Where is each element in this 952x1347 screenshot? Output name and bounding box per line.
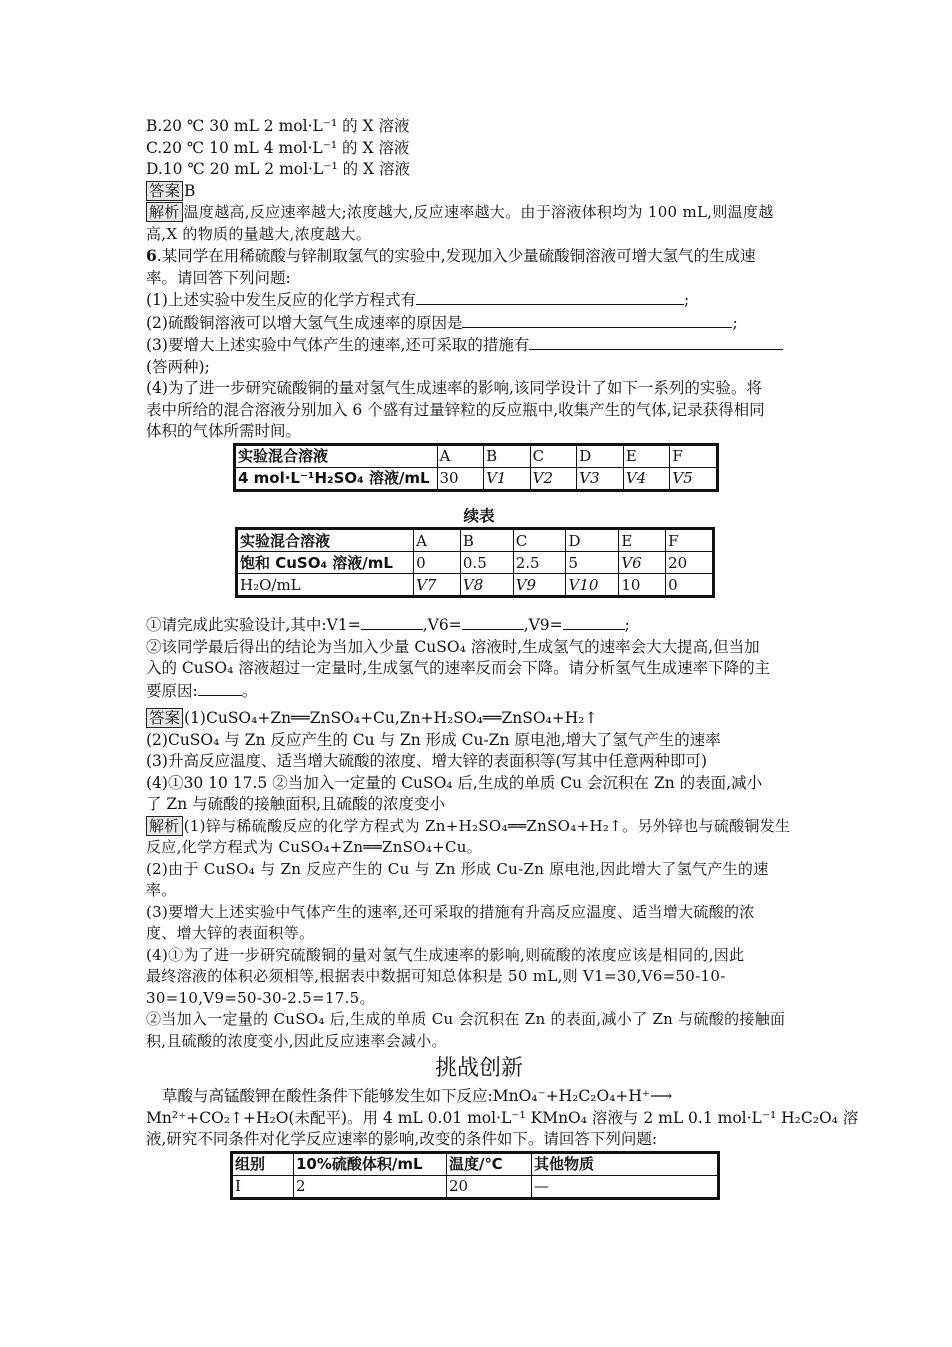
- document-page: [146, 116, 859, 1200]
- q5-analysis-1: 温度越高,反应速率越大;浓度越大,反应速率越大。由于溶液体积均为 100 mL,则温度越: [183, 203, 774, 221]
- q6-sub1: (1)上述实验中发生反应的化学方程式有: [146, 291, 416, 309]
- table-cell: —: [532, 1175, 719, 1198]
- table-cell: E: [619, 529, 666, 552]
- table-cell: V4: [623, 467, 670, 490]
- table-cell: V3: [577, 467, 624, 490]
- table-row: [237, 574, 714, 597]
- q6-exp-4b: 最终溶液的体积必须相等,根据表中数据可知总体积是 50 mL,则 V1=30,V6=50-10-: [146, 967, 726, 985]
- q6-exp-4c: 30=10,V9=50-30-2.5=17.5。: [146, 988, 375, 1007]
- table-cell: V5: [670, 467, 718, 490]
- table-cell: C: [530, 444, 577, 467]
- table-cell: D: [566, 529, 619, 552]
- q6-ans-1: (1)CuSO₄+Zn══ZnSO₄+Cu,Zn+H₂SO₄══ZnSO₄+H₂↑: [184, 709, 598, 727]
- q6-number: 6: [146, 246, 157, 265]
- table-cell: 实验混合溶液: [235, 444, 438, 467]
- table-cell: A: [414, 529, 461, 552]
- challenge-p1: 草酸与高锰酸钾在酸性条件下能够发生如下反应:MnO₄⁻+H₂C₂O₄+H⁺⟶: [162, 1087, 673, 1105]
- table-cell: 饱和 CuSO₄ 溶液/mL: [237, 552, 414, 574]
- q6-sub4-3: 体积的气体所需时间。: [146, 422, 302, 440]
- q6-exp-4e: 积,且硫酸的浓度变小,因此反应速率会减小。: [146, 1031, 447, 1050]
- table-cell: B: [484, 444, 531, 467]
- table-cell: 10: [619, 574, 666, 597]
- table-row: [235, 444, 718, 467]
- q6-sub3-tail: (答两种);: [146, 357, 210, 376]
- answer-tag: 答案: [146, 181, 183, 201]
- table-cell: C: [513, 529, 566, 552]
- table-cell: 0.5: [460, 552, 513, 574]
- table-cell: 其他物质: [532, 1152, 719, 1175]
- answer-blank-v1[interactable]: [361, 614, 423, 630]
- q6-4-1-c: ,V9=: [523, 616, 563, 634]
- q6-exp-1b: 反应,化学方程式为 CuSO₄+Zn══ZnSO₄+Cu。: [146, 838, 483, 856]
- q6-4-1-b: ,V6=: [422, 616, 462, 634]
- table-cell: A: [437, 444, 484, 467]
- q5-analysis-line-1: [146, 202, 812, 224]
- table-cell: B: [460, 529, 513, 552]
- q6-sub2-line: [146, 312, 812, 335]
- q6-4-1-line: [146, 614, 812, 637]
- table-cell: D: [577, 444, 624, 467]
- q6-answer-line-1: [146, 708, 812, 730]
- table-row: [237, 552, 714, 574]
- q6-exp-4a: (4)①为了进一步研究硫酸铜的量对氢气生成速率的影响,则硫酸的浓度应该是相同的,因此: [146, 945, 745, 964]
- table-cell: V7: [414, 574, 461, 597]
- q6-ans-3: (3)升高反应温度、适当增大硫酸的浓度、增大锌的表面积等(写其中任意两种即可): [146, 752, 708, 770]
- table-row: [235, 467, 718, 490]
- q6-ans-4-2: 了 Zn 与硫酸的接触面积,且硫酸的浓度变小: [146, 795, 446, 813]
- answer-blank-reason[interactable]: [198, 680, 242, 696]
- table-cell: H₂O/mL: [237, 574, 414, 597]
- q6-4-2-1: ②该同学最后得出的结论为当加入少量 CuSO₄ 溶液时,生成氢气的速率会大大提高,但当加: [146, 637, 760, 656]
- table-cell: V2: [530, 467, 577, 490]
- table-cell: 5: [566, 552, 619, 574]
- table-cell: V1: [484, 467, 531, 490]
- table-cell: 20: [447, 1175, 532, 1198]
- table-cell: 组别: [232, 1152, 294, 1175]
- challenge-p2: Mn²⁺+CO₂↑+H₂O(未配平)。用 4 mL 0.01 mol·L⁻¹ KMnO₄ 溶液与 2 mL 0.1 mol·L⁻¹ H₂C₂O₄ 溶: [146, 1108, 859, 1127]
- table-cell: V9: [513, 574, 566, 597]
- challenge-p3: 液,研究不同条件对化学反应速率的影响,改变的条件如下。请回答下列问题:: [146, 1130, 658, 1148]
- table-cell: 0: [666, 574, 714, 597]
- table-cell: 温度/℃: [447, 1152, 532, 1175]
- table-cell: 30: [437, 467, 484, 490]
- q6-exp-2b: 率。: [146, 881, 177, 899]
- q6-sub4-1: (4)为了进一步研究硫酸铜的量对氢气生成速率的影响,该同学设计了如下一系列的实验。将: [146, 379, 762, 397]
- answer-blank-3[interactable]: [529, 334, 783, 350]
- q6-sub2-end: ;: [732, 313, 738, 332]
- table-cell: 2: [294, 1175, 447, 1198]
- q6-exp-1a: (1)锌与稀硫酸反应的化学方程式为 Zn+H₂SO₄══ZnSO₄+H₂↑。另外锌也与硫酸铜发生: [183, 816, 791, 835]
- answer-blank-2[interactable]: [462, 312, 732, 328]
- table-cell: V10: [566, 574, 619, 597]
- option-b: B.20 ℃ 30 mL 2 mol·L⁻¹ 的 X 溶液: [146, 117, 410, 135]
- answer-tag: 答案: [146, 708, 183, 728]
- table-cell: V6: [619, 552, 666, 574]
- q6-stem-1: .某同学在用稀硫酸与锌制取氢气的实验中,发现加入少量硫酸铜溶液可增大氢气的生成速: [156, 247, 756, 265]
- q5-analysis-2: 高,X 的物质的量越大,浓度越大。: [146, 224, 372, 243]
- q6-ans-4-1: (4)①30 10 17.5 ②当加入一定量的 CuSO₄ 后,生成的单质 Cu 会沉积在 Zn 的表面,减小: [146, 773, 763, 792]
- answer-blank-v9[interactable]: [563, 614, 625, 630]
- q6-exp-3a: (3)要增大上述实验中气体产生的速率,还可采取的措施有升高反应温度、适当增大硫酸的浓: [146, 902, 755, 921]
- q6-4-1-end: ;: [624, 616, 630, 634]
- table-cell: Ⅰ: [232, 1175, 294, 1198]
- q6-stem-2: 率。请回答下列问题:: [146, 268, 291, 287]
- table-cell: 4 mol·L⁻¹H₂SO₄ 溶液/mL: [235, 467, 438, 490]
- q6-sub3: (3)要增大上述实验中气体产生的速率,还可采取的措施有: [146, 336, 530, 354]
- table-cell: E: [623, 444, 670, 467]
- table-cell: F: [670, 444, 718, 467]
- analysis-tag: 解析: [146, 816, 183, 836]
- table-row: [232, 1175, 719, 1198]
- q6-exp-4d: ②当加入一定量的 CuSO₄ 后,生成的单质 Cu 会沉积在 Zn 的表面,减小了 Zn 与硫酸的接触面: [146, 1010, 786, 1028]
- continued-caption: 续表: [463, 506, 495, 525]
- q6-exp-2a: (2)由于 CuSO₄ 与 Zn 反应产生的 Cu 与 Zn 形成 Cu-Zn 原电池,因此增大了氢气产生的速: [146, 859, 769, 878]
- answer-blank-1[interactable]: [416, 289, 684, 305]
- experiment-table-2: [235, 527, 715, 598]
- q6-4-2-2: 入的 CuSO₄ 溶液超过一定量时,生成氢气的速率反而会下降。请分析氢气生成速率下降的主: [146, 659, 771, 677]
- q6-4-2-3: 要原因:: [146, 681, 198, 700]
- table-cell: 10%硫酸体积/mL: [294, 1152, 447, 1175]
- option-c: C.20 ℃ 10 mL 4 mol·L⁻¹ 的 X 溶液: [146, 138, 410, 157]
- experiment-table-1: [233, 443, 719, 492]
- q6-sub3-line: [146, 334, 812, 357]
- table-row: [232, 1152, 719, 1175]
- table-cell: 0: [414, 552, 461, 574]
- table-cell: F: [666, 529, 714, 552]
- section-heading: 挑战创新: [434, 1056, 523, 1081]
- q6-exp-3b: 度、增大锌的表面积等。: [146, 924, 315, 942]
- table-cell: 20: [666, 552, 714, 574]
- option-d: D.10 ℃ 20 mL 2 mol·L⁻¹ 的 X 溶液: [146, 160, 410, 178]
- q6-analysis-line-1: [146, 816, 812, 838]
- table-cell: 实验混合溶液: [237, 529, 414, 552]
- table-cell: V8: [460, 574, 513, 597]
- q6-sub4-2: 表中所给的混合溶液分别加入 6 个盛有过量锌粒的反应瓶中,收集产生的气体,记录获得相同: [146, 400, 765, 419]
- q6-stem-line-1: [146, 245, 812, 268]
- table-cell: 2.5: [513, 552, 566, 574]
- q6-sub1-end: ;: [683, 291, 690, 309]
- q5-answer: B: [184, 181, 196, 200]
- answer-blank-v6[interactable]: [462, 614, 524, 630]
- q6-4-2-line: [146, 680, 812, 703]
- q5-answer-line: [146, 181, 812, 203]
- q6-4-1-a: ①请完成此实验设计,其中:V1=: [146, 616, 361, 634]
- q6-sub1-line: [146, 289, 812, 312]
- q6-sub2: (2)硫酸铜溶液可以增大氢气生成速率的原因是: [146, 313, 463, 332]
- table-row: [237, 529, 714, 552]
- q6-ans-2: (2)CuSO₄ 与 Zn 反应产生的 Cu 与 Zn 形成 Cu-Zn 原电池,增大了氢气产生的速率: [146, 730, 721, 749]
- analysis-tag: 解析: [146, 202, 183, 222]
- q6-4-2-end: 。: [241, 681, 258, 700]
- challenge-table: [230, 1151, 720, 1200]
